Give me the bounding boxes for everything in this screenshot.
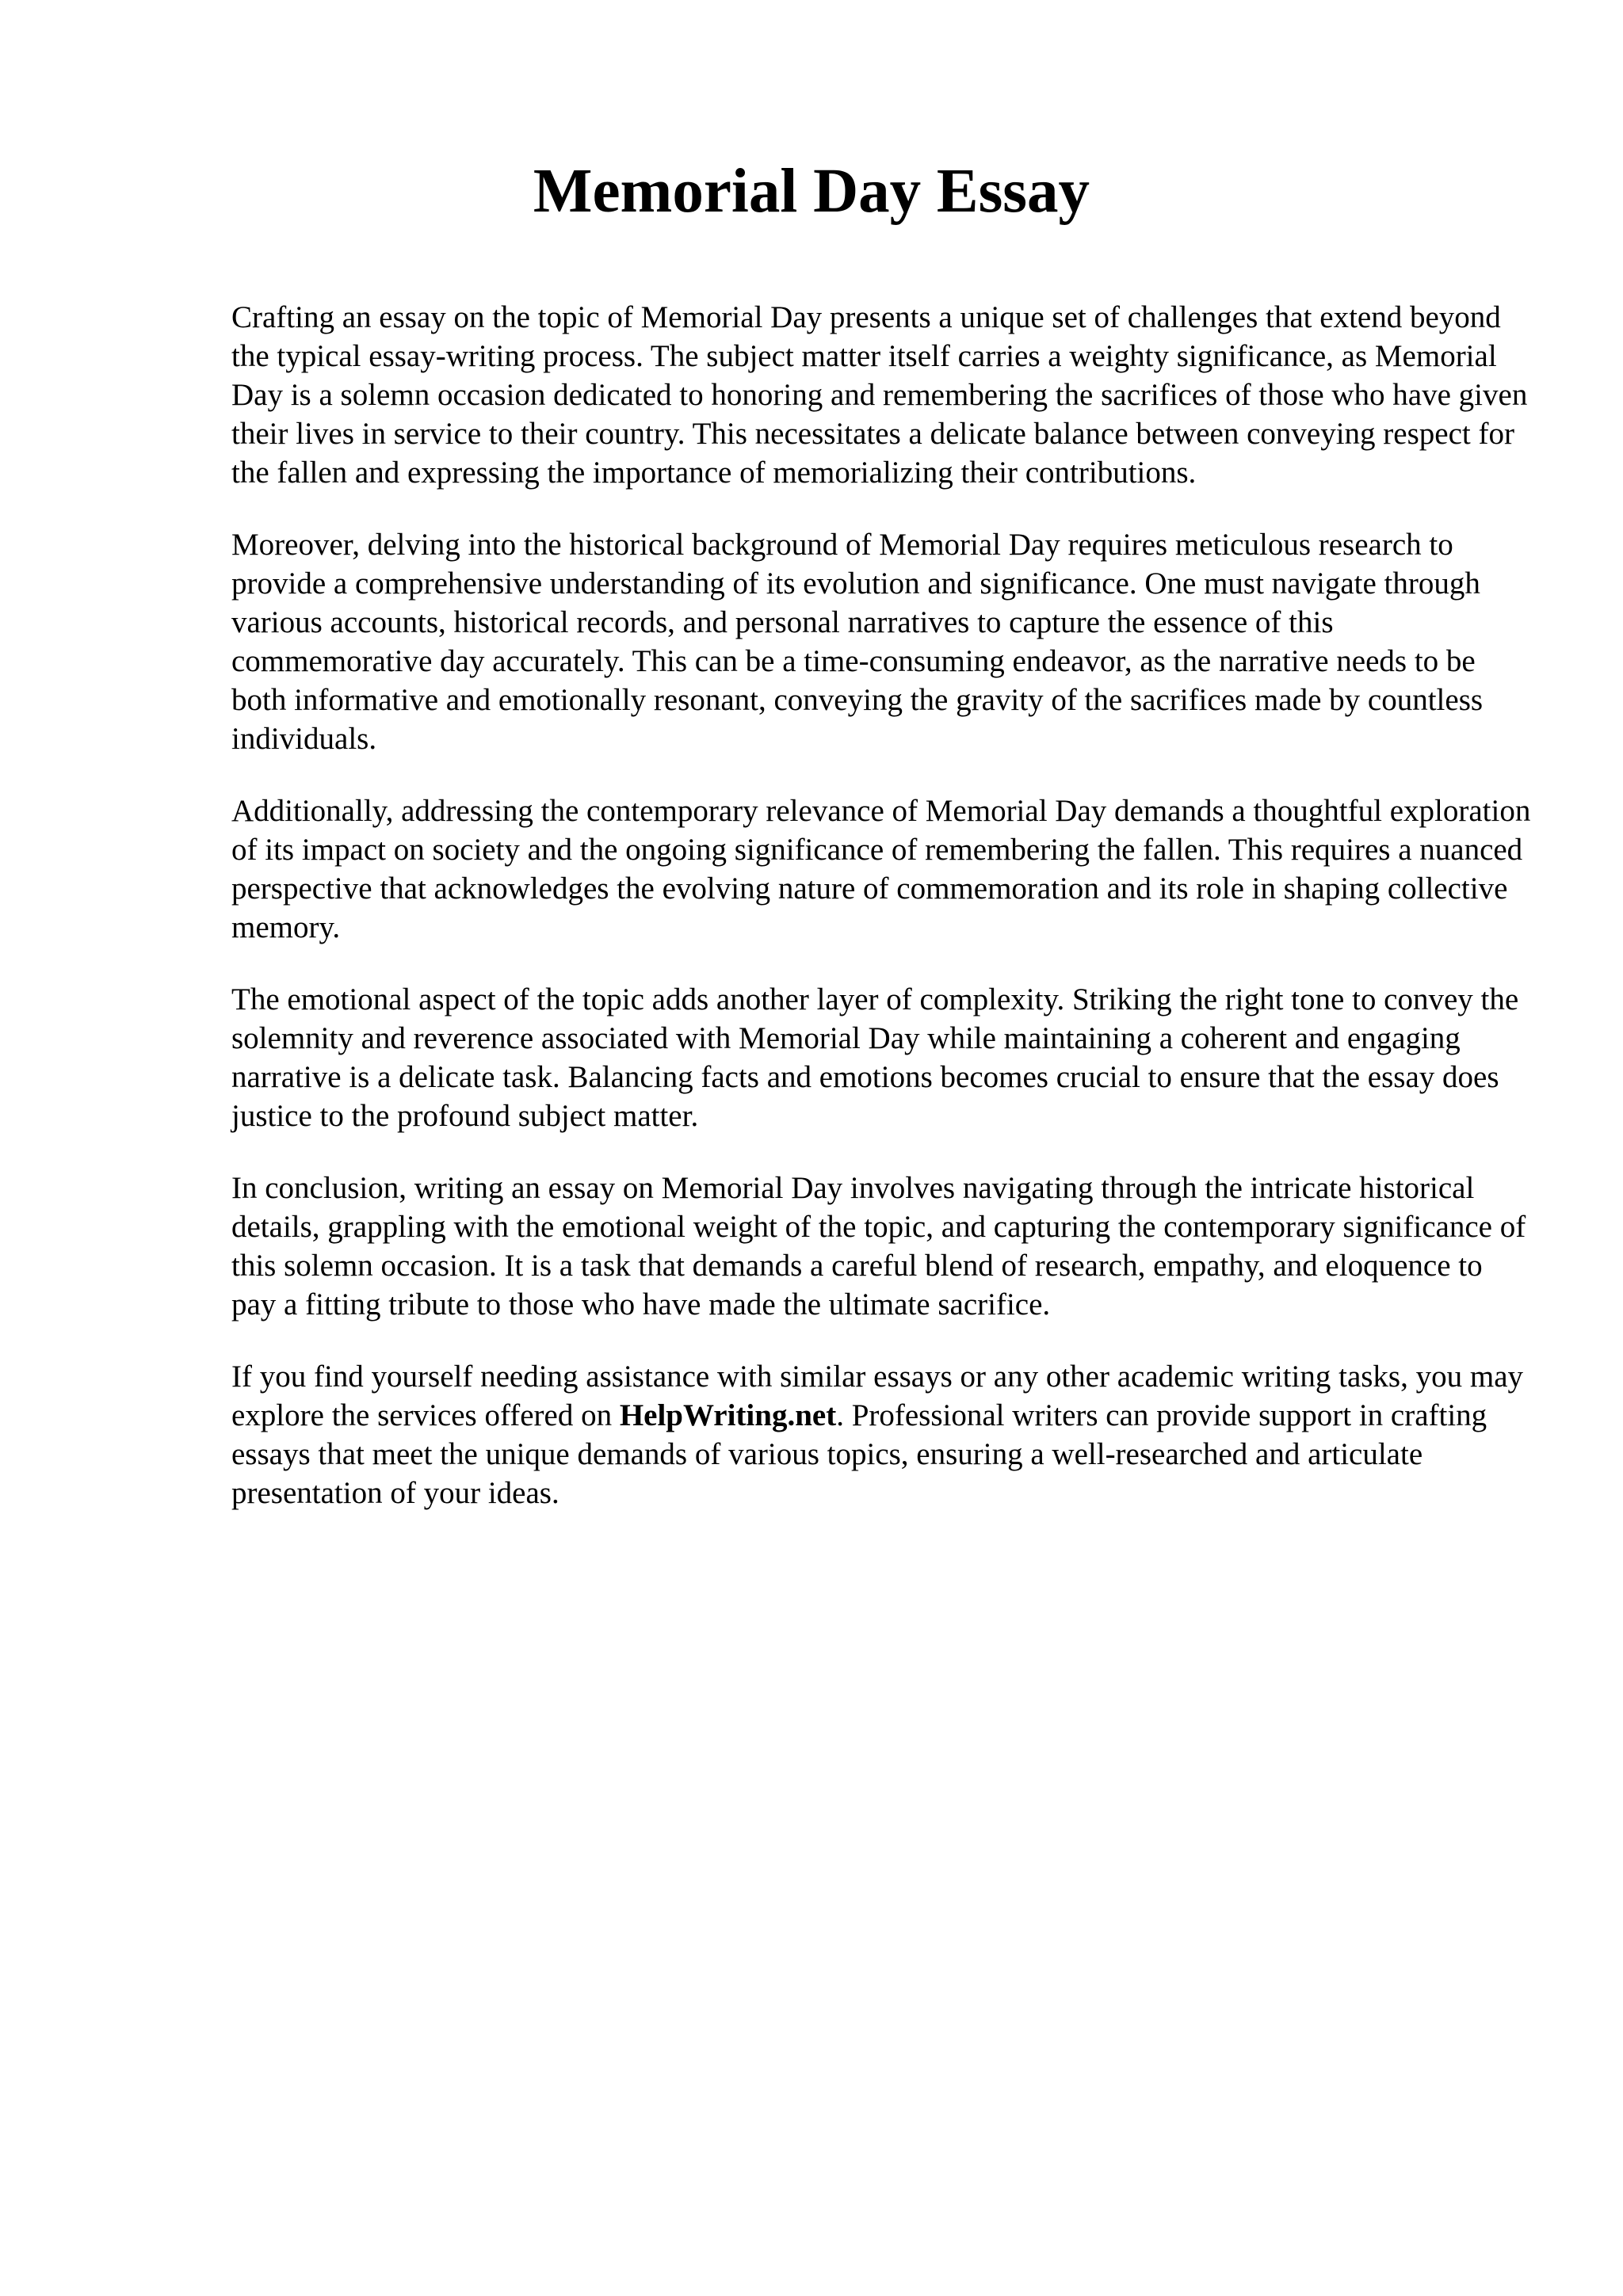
paragraph-history: Moreover, delving into the historical background of Memorial Day requires meticulous research to provide a comprehensive understanding of its evolution and significance. One must navigate through various accounts, historical records, and personal narratives to capture the essence of this commemorative day accurately. This can be a time-consuming endeavor, as the narrative needs to be both informative and emotionally resonant, conveying the gravity of the sacrifices made by countless individuals. [231, 528, 1484, 756]
paragraph-intro: Crafting an essay on the topic of Memorial Day presents a unique set of challenges that extend beyond the typical essay-writing process. The subject matter itself carries a weighty significance, as Memorial Day is a solemn occasion dedicated to honoring and remembering the sacrifices of those who have given their lives in service to their country. This necessitates a delicate balance between conveying respect for the fallen and expressing the importance of memorializing their contributions. [231, 300, 1528, 490]
helpwriting-link[interactable]: HelpWriting.net [619, 1398, 837, 1432]
paragraph-emotional: The emotional aspect of the topic adds another layer of complexity. Striking the right tone to convey the solemnity and reverence associated with Memorial Day while maintaining a coherent and engaging narrative is a delicate task. Balancing facts and emotions becomes crucial to ensure that the essay does justice to the profound subject matter. [231, 982, 1519, 1133]
closing-text-before: If you find yourself needing assistance with similar essays or any other academic writing tasks, you may explore the services offered on [231, 1360, 1524, 1432]
paragraph-closing [231, 1357, 1531, 1512]
paragraph-relevance: Additionally, addressing the contemporary relevance of Memorial Day demands a thoughtful exploration of its impact on society and the ongoing significance of remembering the fallen. This requires a nuanced perspective that acknowledges the evolving nature of commemoration and its role in shaping collective memory. [231, 794, 1531, 944]
closing-text-after: . Professional writers can provide support in crafting essays that meet the unique demands of various topics, ensuring a well-researched and articulate presentation of your ideas. [231, 1398, 1487, 1510]
page-title: Memorial Day Essay [533, 157, 1090, 226]
paragraph-conclusion: In conclusion, writing an essay on Memorial Day involves navigating through the intricate historical details, grappling with the emotional weight of the topic, and capturing the contemporary significance of this solemn occasion. It is a task that demands a careful blend of research, empathy, and eloquence to pay a fitting tribute to those who have made the ultimate sacrifice. [231, 1171, 1526, 1322]
essay-body [231, 298, 1531, 1546]
